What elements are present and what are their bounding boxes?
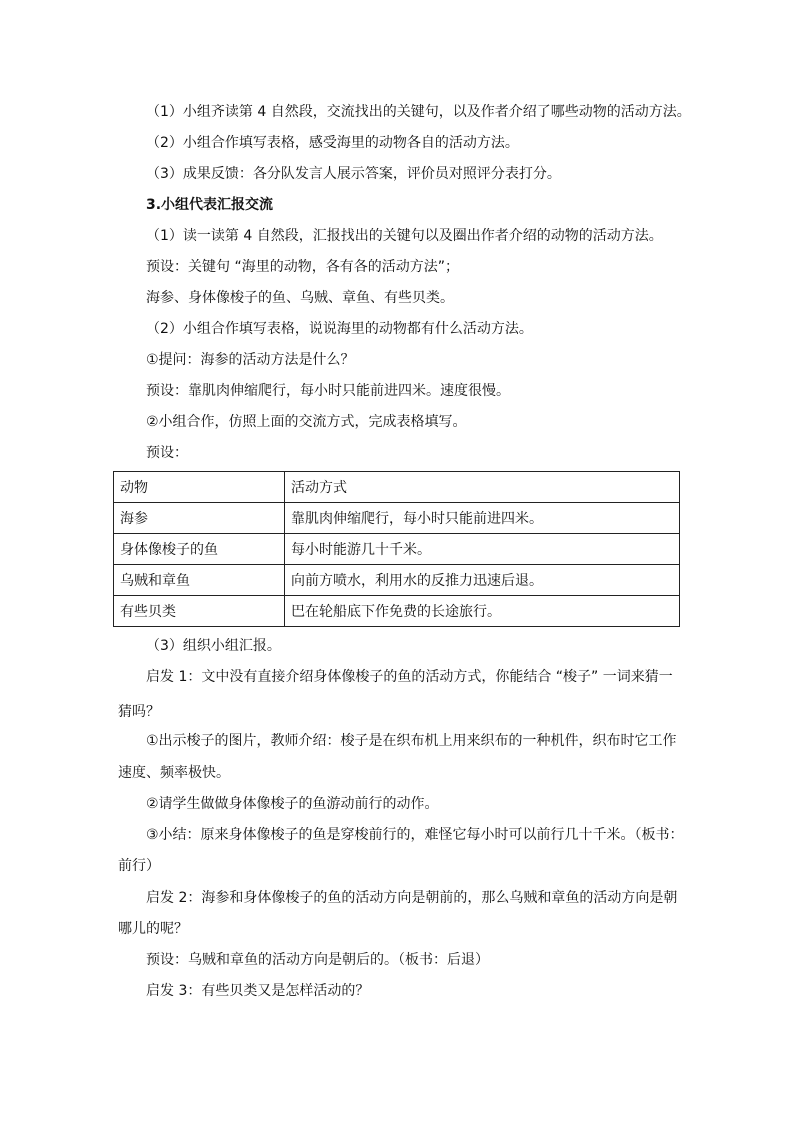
paragraph: （1）小组齐读第 4 自然段，交流找出的关键句，以及作者介绍了哪些动物的活动方法。 xyxy=(146,104,691,120)
table-cell: 靠肌肉伸缩爬行，每小时只能前进四米。 xyxy=(285,503,680,534)
paragraph: ①提问：海参的活动方法是什么？ xyxy=(146,352,355,368)
table-cell: 向前方喷水，利用水的反推力迅速后退。 xyxy=(285,565,680,596)
table-header-row xyxy=(114,472,680,503)
paragraph: 速度、频率极快。 xyxy=(118,765,230,781)
table-header-cell: 活动方式 xyxy=(285,472,680,503)
paragraph: 启发 3：有些贝类又是怎样活动的？ xyxy=(146,983,370,999)
paragraph: ②请学生做做身体像梭子的鱼游动前行的动作。 xyxy=(146,796,439,812)
paragraph: 海参、身体像梭子的鱼、乌贼、章鱼、有些贝类。 xyxy=(146,290,454,306)
paragraph: 启发 2：海参和身体像梭子的鱼的活动方向是朝前的，那么乌贼和章鱼的活动方向是朝 xyxy=(146,890,678,906)
table-cell: 每小时能游几十千米。 xyxy=(285,534,680,565)
animal-activity-table xyxy=(113,471,680,627)
table-cell: 巴在轮船底下作免费的长途旅行。 xyxy=(285,596,680,627)
section-heading: 3.小组代表汇报交流 xyxy=(146,197,274,213)
paragraph: 启发 1：文中没有直接介绍身体像梭子的鱼的活动方式，你能结合 “梭子” 一词来猜一 xyxy=(146,669,673,685)
table-row xyxy=(114,565,680,596)
paragraph: 前行） xyxy=(118,858,160,874)
paragraph: 预设：靠肌肉伸缩爬行，每小时只能前进四米。速度很慢。 xyxy=(146,383,510,399)
paragraph: ①出示梭子的图片，教师介绍：梭子是在织布机上用来织布的一种机件，织布时它工作 xyxy=(146,733,677,749)
table-row xyxy=(114,503,680,534)
paragraph: ②小组合作，仿照上面的交流方式，完成表格填写。 xyxy=(146,414,467,430)
paragraph: 预设： xyxy=(146,445,188,461)
paragraph: （2）小组合作填写表格，感受海里的动物各自的活动方法。 xyxy=(146,135,519,151)
paragraph: 猜吗？ xyxy=(118,704,160,720)
table-cell: 有些贝类 xyxy=(114,596,285,627)
table-row xyxy=(114,534,680,565)
table-row xyxy=(114,596,680,627)
paragraph: 预设：乌贼和章鱼的活动方向是朝后的。（板书：后退） xyxy=(146,952,489,968)
table-header-cell: 动物 xyxy=(114,472,285,503)
table-cell: 身体像梭子的鱼 xyxy=(114,534,285,565)
paragraph: （3）成果反馈：各分队发言人展示答案，评价员对照评分表打分。 xyxy=(146,166,561,182)
paragraph: 预设：关键句 “海里的动物，各有各的活动方法”； xyxy=(146,259,459,275)
paragraph: （1）读一读第 4 自然段，汇报找出的关键句以及圈出作者介绍的动物的活动方法。 xyxy=(146,228,663,244)
table-cell: 海参 xyxy=(114,503,285,534)
paragraph: 哪儿的呢？ xyxy=(118,921,188,937)
paragraph: （3）组织小组汇报。 xyxy=(146,638,281,654)
table-cell: 乌贼和章鱼 xyxy=(114,565,285,596)
paragraph: （2）小组合作填写表格，说说海里的动物都有什么活动方法。 xyxy=(146,321,533,337)
paragraph: ③小结：原来身体像梭子的鱼是穿梭前行的，难怪它每小时可以前行几十千米。（板书： xyxy=(146,827,684,843)
